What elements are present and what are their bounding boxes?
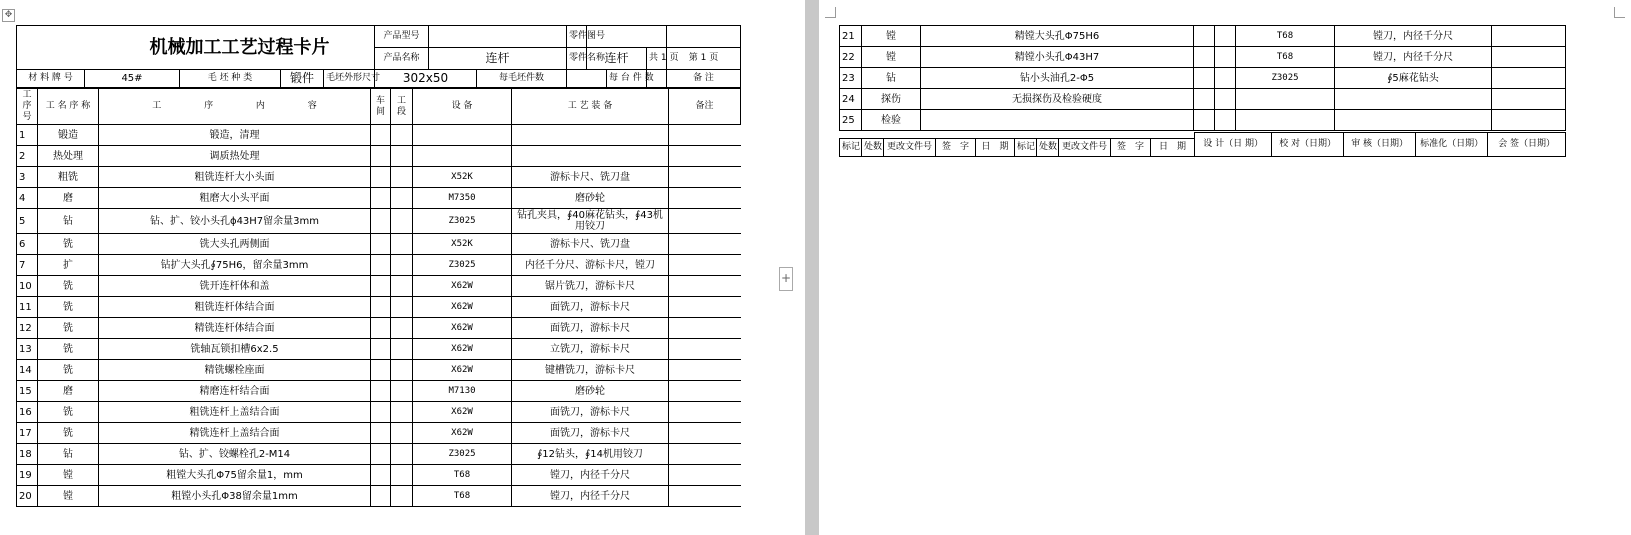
col-remark: 备注 — [669, 89, 741, 125]
col-content: 工 序 内 容 — [99, 89, 371, 125]
step-name-cell[interactable]: 铣 — [38, 402, 99, 423]
process-table-left — [16, 88, 741, 507]
step-no-cell[interactable]: 3 — [17, 167, 38, 188]
remark-cell[interactable] — [669, 255, 741, 276]
footer-change-doc-2: 更改文件号 — [1059, 139, 1111, 157]
tooling-cell[interactable]: 面铣刀，游标卡尺 — [512, 402, 669, 423]
step-no-cell[interactable]: 1 — [17, 125, 38, 146]
step-no-cell[interactable]: 21 — [840, 26, 862, 47]
table-row — [840, 68, 1566, 89]
remark-cell[interactable] — [1492, 89, 1566, 110]
equipment-cell[interactable]: Z3025 — [1236, 68, 1335, 89]
remark-label: 备 注 — [667, 70, 741, 88]
workshop-cell[interactable] — [371, 402, 391, 423]
footer-count: 处数 — [862, 139, 884, 157]
material-label: 材 料 牌 号 — [17, 70, 85, 88]
section-cell[interactable] — [1215, 68, 1236, 89]
equipment-cell[interactable] — [413, 146, 512, 167]
tooling-cell[interactable]: 镗刀，内径千分尺 — [512, 486, 669, 507]
table-row — [17, 402, 741, 423]
total-unit: 页 — [669, 53, 679, 63]
step-name-cell[interactable]: 钻 — [38, 444, 99, 465]
table-row — [17, 188, 741, 209]
section-cell[interactable] — [1215, 47, 1236, 68]
equipment-cell[interactable] — [413, 125, 512, 146]
footer-mark: 标记 — [840, 139, 862, 157]
step-name-cell[interactable]: 铣 — [38, 339, 99, 360]
tooling-cell[interactable]: 镗刀，内径千分尺 — [1335, 26, 1492, 47]
tooling-cell[interactable]: 游标卡尺、铣刀盘 — [512, 234, 669, 255]
footer-change-doc: 更改文件号 — [884, 139, 936, 157]
step-name-cell[interactable]: 锻造 — [38, 125, 99, 146]
footer-sign-2: 签 字 — [1111, 139, 1151, 157]
content-cell[interactable]: 精磨连杆结合面 — [99, 381, 371, 402]
workshop-cell[interactable] — [371, 167, 391, 188]
remark-cell[interactable] — [1492, 110, 1566, 131]
table-row — [17, 318, 741, 339]
content-cell[interactable]: 调质热处理 — [99, 146, 371, 167]
step-no-cell[interactable]: 5 — [17, 209, 38, 234]
section-cell[interactable] — [391, 297, 413, 318]
equipment-cell[interactable]: Z3025 — [413, 444, 512, 465]
page-value: 1 — [700, 53, 707, 63]
content-cell[interactable]: 粗铣连杆大小头面 — [99, 167, 371, 188]
remark-cell[interactable] — [669, 444, 741, 465]
remark-cell[interactable] — [669, 402, 741, 423]
equipment-cell[interactable]: Z3025 — [413, 255, 512, 276]
tooling-cell[interactable]: 立铣刀，游标卡尺 — [512, 339, 669, 360]
tooling-cell[interactable]: 面铣刀，游标卡尺 — [512, 423, 669, 444]
equipment-cell[interactable]: T68 — [413, 465, 512, 486]
table-row — [17, 255, 741, 276]
table-row — [840, 26, 1566, 47]
content-cell[interactable]: 铣大头孔两侧面 — [99, 234, 371, 255]
step-no-cell[interactable]: 4 — [17, 188, 38, 209]
footer-count-2: 处数 — [1037, 139, 1059, 157]
equipment-cell[interactable]: M7350 — [413, 188, 512, 209]
remark-cell[interactable] — [669, 381, 741, 402]
step-no-cell[interactable]: 23 — [840, 68, 862, 89]
col-step-no: 工 序 号 — [17, 89, 38, 125]
per-unit-label: 每 台 件 数 — [607, 70, 647, 88]
corner-mark-left — [825, 7, 836, 18]
step-name-cell[interactable]: 检验 — [862, 110, 921, 131]
equipment-cell[interactable]: T68 — [1236, 26, 1335, 47]
table-row — [17, 339, 741, 360]
equipment-cell[interactable]: M7130 — [413, 381, 512, 402]
workshop-cell[interactable] — [371, 234, 391, 255]
workshop-cell[interactable] — [1194, 110, 1215, 131]
col-equipment: 设 备 — [413, 89, 512, 125]
equipment-cell[interactable]: X62W — [413, 318, 512, 339]
equipment-cell[interactable]: T68 — [413, 486, 512, 507]
step-name-cell[interactable]: 镗 — [862, 26, 921, 47]
review-date[interactable]: 审 核（日期） — [1344, 133, 1416, 157]
content-cell[interactable]: 钻、扩、铰螺栓孔2-M14 — [99, 444, 371, 465]
step-name-cell[interactable]: 磨 — [38, 188, 99, 209]
remark-cell[interactable] — [669, 465, 741, 486]
table-row — [17, 465, 741, 486]
equipment-cell[interactable]: X62W — [413, 339, 512, 360]
product-name-label: 产品名称 — [375, 48, 429, 70]
workshop-cell[interactable] — [371, 444, 391, 465]
step-name-cell[interactable]: 铣 — [38, 360, 99, 381]
part-name-value[interactable]: 连杆 — [587, 48, 647, 70]
tooling-cell[interactable]: 面铣刀，游标卡尺 — [512, 318, 669, 339]
tooling-cell[interactable] — [1335, 89, 1492, 110]
workshop-cell[interactable] — [371, 276, 391, 297]
table-row — [840, 110, 1566, 131]
step-no-cell[interactable]: 13 — [17, 339, 38, 360]
remark-cell[interactable] — [669, 234, 741, 255]
step-name-cell[interactable]: 粗铣 — [38, 167, 99, 188]
total-label: 共 — [649, 53, 659, 63]
tooling-cell[interactable] — [1335, 110, 1492, 131]
remark-cell[interactable] — [669, 276, 741, 297]
equipment-cell[interactable]: X62W — [413, 360, 512, 381]
step-name-cell[interactable]: 磨 — [38, 381, 99, 402]
content-cell[interactable]: 精镗大头孔Φ75H6 — [921, 26, 1194, 47]
step-no-cell[interactable]: 24 — [840, 89, 862, 110]
workshop-cell[interactable] — [1194, 89, 1215, 110]
step-no-cell[interactable]: 17 — [17, 423, 38, 444]
tooling-cell[interactable] — [512, 146, 669, 167]
content-cell[interactable]: 铣轴瓦锁扣槽6x2.5 — [99, 339, 371, 360]
section-cell[interactable] — [391, 146, 413, 167]
step-no-cell[interactable]: 16 — [17, 402, 38, 423]
page-unit: 页 — [709, 53, 719, 63]
content-cell[interactable]: 铣开连杆体和盖 — [99, 276, 371, 297]
workshop-cell[interactable] — [371, 486, 391, 507]
section-cell[interactable] — [391, 209, 413, 234]
equipment-cell[interactable] — [1236, 89, 1335, 110]
content-cell[interactable]: 粗铣连杆体结合面 — [99, 297, 371, 318]
countersign-date[interactable]: 会 签（日期） — [1488, 133, 1566, 157]
equipment-cell[interactable]: X62W — [413, 423, 512, 444]
step-no-cell[interactable]: 7 — [17, 255, 38, 276]
section-cell[interactable] — [391, 444, 413, 465]
tooling-cell[interactable]: 锯片铣刀，游标卡尺 — [512, 276, 669, 297]
table-row — [17, 209, 741, 234]
step-name-cell[interactable]: 钻 — [38, 209, 99, 234]
blank-size-label: 毛坯外形尺寸 — [324, 70, 375, 88]
step-no-cell[interactable]: 19 — [17, 465, 38, 486]
table-row — [17, 423, 741, 444]
footer-date-2: 日 期 — [1151, 139, 1195, 157]
remark-cell[interactable] — [669, 146, 741, 167]
step-no-cell[interactable]: 2 — [17, 146, 38, 167]
step-name-cell[interactable]: 铣 — [38, 276, 99, 297]
section-cell[interactable] — [1215, 89, 1236, 110]
workshop-cell[interactable] — [371, 255, 391, 276]
step-no-cell[interactable]: 18 — [17, 444, 38, 465]
total-value: 1 — [660, 53, 667, 63]
page-right — [819, 0, 1631, 535]
section-cell[interactable] — [391, 381, 413, 402]
section-cell[interactable] — [391, 167, 413, 188]
step-name-cell[interactable]: 镗 — [862, 47, 921, 68]
tooling-cell[interactable]: 镗刀，内径千分尺 — [512, 465, 669, 486]
remark-cell[interactable] — [669, 167, 741, 188]
content-cell[interactable]: 粗镗小头孔Φ38留余量1mm — [99, 486, 371, 507]
remark-cell[interactable] — [1492, 26, 1566, 47]
remark-cell[interactable] — [1492, 47, 1566, 68]
section-cell[interactable] — [1215, 110, 1236, 131]
tooling-cell[interactable]: ∮5麻花钻头 — [1335, 68, 1492, 89]
section-cell[interactable] — [391, 255, 413, 276]
remark-cell[interactable] — [669, 339, 741, 360]
col-workshop: 车 间 — [371, 89, 391, 125]
part-drawing-label: 零件图号 — [567, 26, 587, 48]
table-row — [17, 381, 741, 402]
content-cell[interactable]: 精镗小头孔Φ43H7 — [921, 47, 1194, 68]
content-cell[interactable]: 粗磨大小头平面 — [99, 188, 371, 209]
workshop-cell[interactable] — [371, 360, 391, 381]
process-table-right — [839, 25, 1566, 131]
blank-size-value[interactable]: 302x50 — [375, 70, 477, 88]
table-row — [17, 360, 741, 381]
workshop-cell[interactable] — [371, 465, 391, 486]
content-cell[interactable]: 锻造，清理 — [99, 125, 371, 146]
check-date[interactable]: 校 对（日期） — [1272, 133, 1344, 157]
tooling-cell[interactable]: 面铣刀，游标卡尺 — [512, 297, 669, 318]
equipment-cell[interactable]: X52K — [413, 167, 512, 188]
content-cell[interactable]: 精铣连杆体结合面 — [99, 318, 371, 339]
step-name-cell[interactable]: 铣 — [38, 297, 99, 318]
workshop-cell[interactable] — [371, 297, 391, 318]
content-cell[interactable]: 粗镗大头孔Φ75留余量1，mm — [99, 465, 371, 486]
content-cell[interactable]: 精铣连杆上盖结合面 — [99, 423, 371, 444]
blank-type-label: 毛 坯 种 类 — [180, 70, 281, 88]
step-no-cell[interactable]: 20 — [17, 486, 38, 507]
workshop-cell[interactable] — [371, 125, 391, 146]
step-name-cell[interactable]: 铣 — [38, 423, 99, 444]
blank-type-value[interactable]: 锻件 — [281, 70, 324, 88]
section-cell[interactable] — [391, 465, 413, 486]
footer-date: 日 期 — [976, 139, 1015, 157]
product-model-value[interactable] — [429, 26, 567, 48]
material-value[interactable]: 45# — [85, 70, 180, 88]
remark-cell[interactable] — [669, 297, 741, 318]
per-blank-value[interactable] — [567, 70, 607, 88]
footer-sign: 签 字 — [936, 139, 976, 157]
workshop-cell[interactable] — [371, 423, 391, 444]
design-date[interactable]: 设 计（日 期） — [1195, 133, 1272, 157]
product-model-label: 产品型号 — [375, 26, 429, 48]
remark-cell[interactable] — [669, 486, 741, 507]
page-left — [0, 0, 805, 535]
footer-mark-2: 标记 — [1015, 139, 1037, 157]
workshop-cell[interactable] — [371, 146, 391, 167]
page-gutter — [805, 0, 819, 535]
remark-cell[interactable] — [669, 423, 741, 444]
step-name-cell[interactable]: 钻 — [862, 68, 921, 89]
workshop-cell[interactable] — [1194, 68, 1215, 89]
workshop-cell[interactable] — [371, 381, 391, 402]
step-name-cell[interactable]: 扩 — [38, 255, 99, 276]
workshop-cell[interactable] — [1194, 26, 1215, 47]
equipment-cell[interactable]: X52K — [413, 234, 512, 255]
step-no-cell[interactable]: 10 — [17, 276, 38, 297]
table-move-handle-icon[interactable]: ✥ — [2, 9, 15, 22]
header-table — [16, 25, 741, 88]
table-row — [17, 125, 741, 146]
col-tooling: 工 艺 装 备 — [512, 89, 669, 125]
section-cell[interactable] — [391, 486, 413, 507]
content-cell[interactable]: 精铣螺栓座面 — [99, 360, 371, 381]
table-row — [17, 486, 741, 507]
remark-cell[interactable] — [669, 188, 741, 209]
step-name-cell[interactable]: 热处理 — [38, 146, 99, 167]
tooling-cell[interactable]: ∮12钻头，∮14机用铰刀 — [512, 444, 669, 465]
section-cell[interactable] — [391, 318, 413, 339]
equipment-cell[interactable]: X62W — [413, 402, 512, 423]
section-cell[interactable] — [391, 423, 413, 444]
remark-cell[interactable] — [1492, 68, 1566, 89]
step-no-cell[interactable]: 25 — [840, 110, 862, 131]
table-row — [840, 89, 1566, 110]
workshop-cell[interactable] — [371, 318, 391, 339]
page-total — [647, 48, 679, 70]
tooling-cell[interactable] — [512, 125, 669, 146]
remark-cell[interactable] — [669, 360, 741, 381]
table-row — [17, 234, 741, 255]
content-cell[interactable]: 钻、扩、铰小头孔ϕ43H7留余量3mm — [99, 209, 371, 234]
tooling-cell[interactable]: 内径千分尺、游标卡尺，镗刀 — [512, 255, 669, 276]
workshop-cell[interactable] — [371, 339, 391, 360]
equipment-cell[interactable]: X62W — [413, 297, 512, 318]
table-row — [17, 167, 741, 188]
step-no-cell[interactable]: 22 — [840, 47, 862, 68]
header-blank-cell — [667, 26, 741, 48]
table-row — [17, 444, 741, 465]
step-name-cell[interactable]: 铣 — [38, 318, 99, 339]
table-row — [17, 276, 741, 297]
col-section: 工 段 — [391, 89, 413, 125]
step-name-cell[interactable]: 铣 — [38, 234, 99, 255]
col-step-name: 工 名 序 称 — [38, 89, 99, 125]
part-name-label: 零件名称 — [567, 48, 587, 70]
content-cell[interactable]: 钻扩大头孔∮75H6，留余量3mm — [99, 255, 371, 276]
section-cell[interactable] — [391, 125, 413, 146]
per-blank-label: 每毛坯件数 — [477, 70, 567, 88]
content-cell[interactable] — [921, 110, 1194, 131]
step-name-cell[interactable]: 镗 — [38, 465, 99, 486]
remark-cell[interactable] — [669, 318, 741, 339]
tooling-cell[interactable]: 游标卡尺、铣刀盘 — [512, 167, 669, 188]
card-title: 机械加工工艺过程卡片 — [17, 26, 375, 70]
page-label: 第 — [688, 53, 698, 63]
tooling-cell[interactable]: 磨砂轮 — [512, 381, 669, 402]
table-row — [17, 146, 741, 167]
step-no-cell[interactable]: 11 — [17, 297, 38, 318]
remark-cell[interactable] — [669, 209, 741, 234]
equipment-cell[interactable]: T68 — [1236, 47, 1335, 68]
equipment-cell[interactable] — [1236, 110, 1335, 131]
tooling-cell[interactable]: 键槽铣刀，游标卡尺 — [512, 360, 669, 381]
section-cell[interactable] — [391, 402, 413, 423]
step-name-cell[interactable]: 镗 — [38, 486, 99, 507]
step-no-cell[interactable]: 12 — [17, 318, 38, 339]
workshop-cell[interactable] — [1194, 47, 1215, 68]
content-cell[interactable]: 钻小头油孔2-Φ5 — [921, 68, 1194, 89]
step-name-cell[interactable]: 探伤 — [862, 89, 921, 110]
section-cell[interactable] — [391, 360, 413, 381]
section-cell[interactable] — [391, 276, 413, 297]
step-no-cell[interactable]: 15 — [17, 381, 38, 402]
add-row-plus-icon[interactable]: + — [779, 267, 793, 291]
section-cell[interactable] — [1215, 26, 1236, 47]
tooling-cell[interactable]: 钻孔夹具，∮40麻花钻头，∮43机用铰刀 — [512, 209, 669, 234]
signature-footer — [839, 132, 1566, 157]
equipment-cell[interactable]: X62W — [413, 276, 512, 297]
section-cell[interactable] — [391, 234, 413, 255]
corner-mark-right — [1614, 7, 1625, 18]
tooling-cell[interactable]: 磨砂轮 — [512, 188, 669, 209]
remark-cell[interactable] — [669, 125, 741, 146]
table-row — [840, 47, 1566, 68]
step-no-cell[interactable]: 14 — [17, 360, 38, 381]
section-cell[interactable] — [391, 188, 413, 209]
workshop-cell[interactable] — [371, 188, 391, 209]
tooling-cell[interactable]: 镗刀，内径千分尺 — [1335, 47, 1492, 68]
standard-date[interactable]: 标准化（日期） — [1416, 133, 1488, 157]
table-row — [17, 297, 741, 318]
step-no-cell[interactable]: 6 — [17, 234, 38, 255]
section-cell[interactable] — [391, 339, 413, 360]
content-cell[interactable]: 粗铣连杆上盖结合面 — [99, 402, 371, 423]
content-cell[interactable]: 无损探伤及检验硬度 — [921, 89, 1194, 110]
equipment-cell[interactable]: Z3025 — [413, 209, 512, 234]
product-name-value[interactable]: 连杆 — [429, 48, 567, 70]
workshop-cell[interactable] — [371, 209, 391, 234]
